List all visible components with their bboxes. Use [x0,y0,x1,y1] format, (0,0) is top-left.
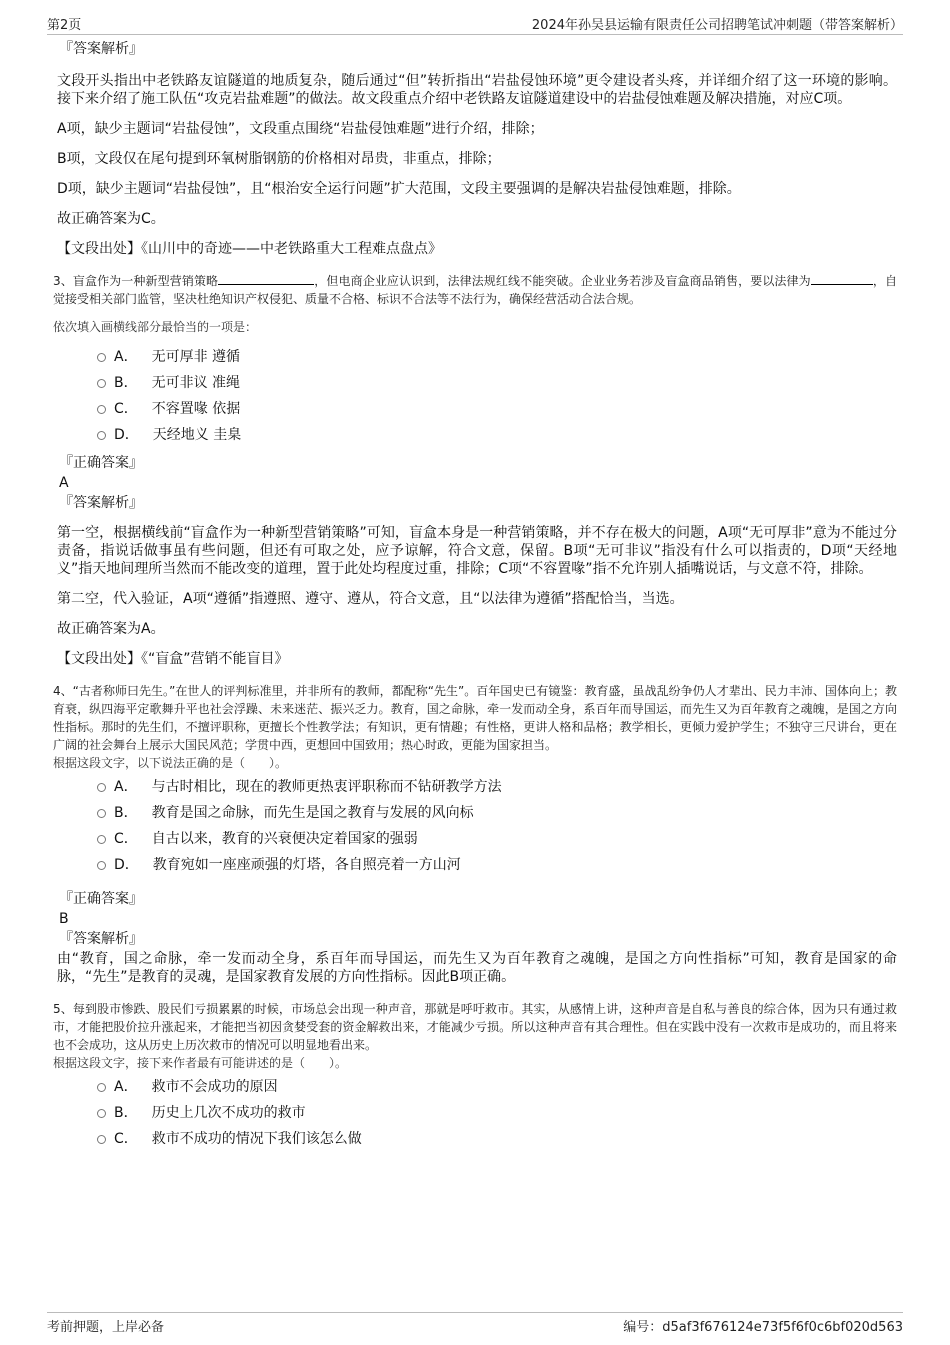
q3-blank-1 [218,272,314,285]
q5-instruction: 根据这段文字，接下来作者最有可能讲述的是（ ）。 [53,1056,348,1070]
q4-answer: B [59,911,69,927]
q2-conclusion: 故正确答案为C。 [57,211,165,227]
q5-question: 5、每到股市惨跌、股民们亏损累累的时候，市场总会出现一种声音，那就是呼吁救市。其实，从感情上讲，这种声音是自私与善良的综合体，因为只有通过救市，才能把股价拉升涨起来，才能把当初因贪婪受套的资金解救出来，才能减少亏损。所以这种声音有其合理性。但在实践中没有一次救市是成功的，而且将来也不会成功，这从历史上历次救市的情况可以明显地看出来。 [53,1002,897,1052]
footer-slogan: 考前押题，上岸必备 [47,1320,165,1335]
q2-source: 【文段出处】《山川中的奇迹——中老铁路重大工程难点盘点》 [57,241,442,257]
q4-option-d[interactable]: D． 教育宛如一座座顽强的灯塔，各自照亮着一方山河 [97,852,897,878]
document-serial: 编号：d5af3f676124e73f5f6f0c6bf020d563 [623,1320,903,1335]
q4-option-c[interactable]: C． 自古以来，教育的兴衰便决定着国家的强弱 [97,826,897,852]
radio-icon[interactable] [97,809,106,818]
q3-option-a[interactable]: A． 无可厚非 遵循 [97,344,897,370]
page-footer [47,1312,903,1338]
q2-analysis-main: 文段开头指出中老铁路友谊隧道的地质复杂，随后通过“但”转折指出“岩盐侵蚀环境”更令建设者头疼，并详细介绍了这一环境的影响。接下来介绍了施工队伍“攻克岩盐难题”的做法。故文段重点介绍中老铁路友谊隧道建设中的岩盐侵蚀难题及解决措施，对应C项。 [57,73,897,107]
q5-option-c[interactable]: C． 救市不成功的情况下我们该怎么做 [97,1126,897,1152]
q2-analysis-a: A项，缺少主题词“岩盐侵蚀”，文段重点围绕“岩盐侵蚀难题”进行介绍，排除； [57,121,544,137]
q5-options [97,1074,897,1152]
q5-option-a[interactable]: A． 救市不会成功的原因 [97,1074,897,1100]
q3-analysis-blank-1: 第一空，根据横线前“盲盒作为一种新型营销策略”可知，盲盒本身是一种营销策略，并不存在极大的问题，A项“无可厚非”意为不能过分责备，指说话做事虽有些问题，但还有可取之处，应予谅解，符合文意，保留。B项“无可非议”指没有什么可以指责的，D项“天经地义”指天地间理所当然而不能改变的道理，置于此处均程度过重，排除；C项“不容置喙”指不允许别人插嘴说话，与文意不符，排除。 [57,525,897,577]
correct-answer-label: 『正确答案』 [59,891,143,907]
radio-icon[interactable] [97,1083,106,1092]
radio-icon[interactable] [97,783,106,792]
q2-analysis-d: D项，缺少主题词“岩盐侵蚀”，且“根治安全运行问题”扩大范围，文段主要强调的是解决岩盐侵蚀难题，排除。 [57,181,741,197]
q3-analysis-blank-2: 第二空，代入验证，A项“遵循”指遵照、遵守、遵从，符合文意，且“以法律为遵循”搭配恰当，当选。 [57,591,684,607]
q3-option-b[interactable]: B． 无可非议 准绳 [97,370,897,396]
q3-options [97,344,897,448]
q4-question: 4、“古者称师曰先生。”在世人的评判标准里，并非所有的教师，都配称“先生”。百年国史已有镜鉴：教育盛，虽战乱纷争仍人才辈出、民力丰沛、国体向上；教育衰，纵四海平定歌舞升平也社会浮躁、未来迷茫、振兴乏力。教育，国之命脉，牵一发而动全身，系百年而导国运，而先生又为百年教育之魂魄，是国之方向性指标。那时的先生们，不擅评职称，更擅长个性教学法；有知识，更有情趣；有性格，更讲人格和品格；教学相长，更倾力爱护学生；不独守三尺讲台，更在广阔的社会舞台上展示大国民风范；学贯中西，更想回中国致用；热心时政，更能为国家担当。 [53,684,897,752]
document-title: 2024年孙吴县运输有限责任公司招聘笔试冲刺题（带答案解析） [531,18,903,33]
correct-answer-label: 『正确答案』 [59,455,143,471]
q4-options [97,774,897,878]
page-header [47,14,903,35]
page-number: 第2页 [47,18,82,33]
analysis-label: 『答案解析』 [59,931,143,947]
radio-icon[interactable] [97,405,106,414]
analysis-label: 『答案解析』 [59,495,143,511]
q3-blank-2 [811,272,873,285]
analysis-label: 『答案解析』 [59,41,143,57]
radio-icon[interactable] [97,1135,106,1144]
q3-conclusion: 故正确答案为A。 [57,621,165,637]
document-content [53,40,897,1158]
radio-icon[interactable] [97,353,106,362]
q3-answer: A [59,475,69,491]
radio-icon[interactable] [97,861,106,870]
q3-option-d[interactable]: D． 天经地义 圭臬 [97,422,897,448]
q5-option-b[interactable]: B． 历史上几次不成功的救市 [97,1100,897,1126]
q3-source: 【文段出处】《“盲盒”营销不能盲目》 [57,651,289,667]
q4-instruction: 根据这段文字，以下说法正确的是（ ）。 [53,756,288,770]
q3-instruction: 依次填入画横线部分最恰当的一项是： [53,320,258,334]
radio-icon[interactable] [97,379,106,388]
q4-option-a[interactable]: A． 与古时相比，现在的教师更热衷评职称而不钻研教学方法 [97,774,897,800]
q2-analysis-b: B项，文段仅在尾句提到环氧树脂钢筋的价格相对昂贵，非重点，排除； [57,151,501,167]
q3-question: 3、盲盒作为一种新型营销策略 ，但电商企业应认识到，法律法规红线不能突破。企业业务若涉及盲盒商品销售，要以法律为 ，自觉接受相关部门监管，坚决杜绝知识产权侵犯、质量不合格、标识不合法等不法行为，确保经营活动合法合规。 [53,274,897,306]
q3-option-c[interactable]: C． 不容置喙 依据 [97,396,897,422]
q4-analysis: 由“教育，国之命脉，牵一发而动全身，系百年而导国运，而先生又为百年教育之魂魄，是国之方向性指标”可知，教育是国家的命脉，“先生”是教育的灵魂，是国家教育发展的方向性指标。因此B项正确。 [57,951,897,985]
radio-icon[interactable] [97,1109,106,1118]
q4-option-b[interactable]: B． 教育是国之命脉，而先生是国之教育与发展的风向标 [97,800,897,826]
radio-icon[interactable] [97,431,106,440]
radio-icon[interactable] [97,835,106,844]
